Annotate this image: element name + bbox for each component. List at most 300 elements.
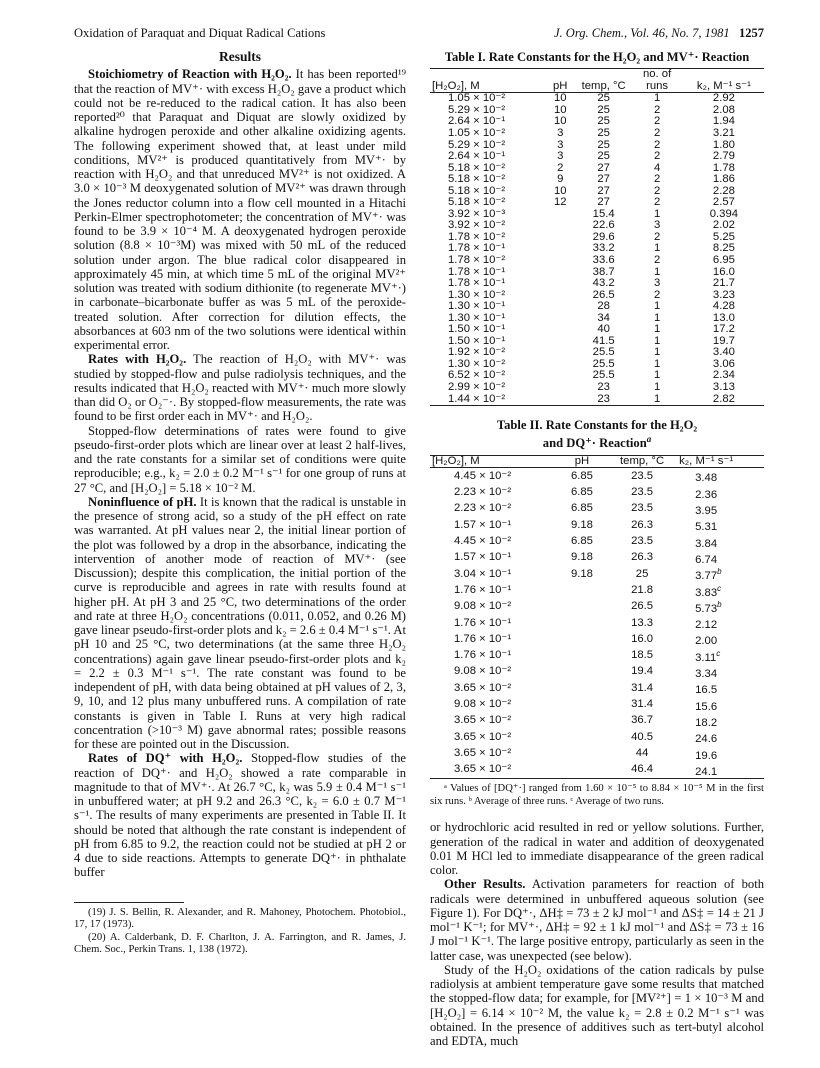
table-cell [544,243,577,255]
cell-value: 16.0 [631,632,654,645]
left-paragraph [74,751,406,879]
cell-value: 9.18 [570,567,593,580]
table-cell: 26.5 [592,288,615,301]
cell-value: 1.76 × 10⁻¹ [454,649,512,662]
cell-value: 24.6 [695,733,718,746]
table-cell [557,468,607,485]
table-cell: 10 [553,115,567,128]
table-cell [430,746,557,762]
paragraph-text: It has been reported¹⁹ that the reaction of MV⁺· with excess H₂O₂ gave a product which could not be re-reduced to the radical cation. It has also been reported²⁰ that Paraquat and Diquat are slowly oxidized by alkaline hydrogen peroxide and other alkaline oxidizing agents. The following experiment showed that, at least under mild conditions, MV²⁺ is produced quantitatively from MV⁺· by reaction with H₂O₂ and that unreduced MV²⁺ is not oxidized. A 3.0 × 10⁻³ M deoxygenated solution of MV²⁺ was drawn through the Jones reductor column into a flow cell mounted in a Hitachi Perkin-Elmer spectrophotometer; the concentration of MV⁺· was found to be 3.9 × 10⁻⁴ M. A deoxygenated hydrogen peroxide solution (8.8 × 10⁻³M) was mixed with 50 mL of the reduced solution under argon. The blue radical color disappeared in approximately 45 min, at which time 5 mL of the original MV²⁺ solution was treated with sodium dithionite (to regenerate MV⁺·) in carbonate–bicarbonate buffer as was 5 mL of the peroxide-treated solution. After correction for dilution effects, the absorbances at 603 nm of the two solutions were identical within experimental error. [74,67,406,352]
cell-value: 3.65 × 10⁻² [454,681,512,694]
cell-value: 1.57 × 10⁻¹ [454,518,512,531]
paragraph-text: Activation parameters for reaction of both radicals were determined in unbuffered aqueous solution (see Figure 1). For DQ⁺·, ΔH‡ = 73 ± 2 kJ mol⁻¹ and ΔS‡ = 14 ± 21 J mol⁻¹ K⁻¹; for MV⁺·, ΔH‡ = 92 ± 1 kJ mol⁻¹ and ΔS‡ = 73 ± 16 J mol⁻¹ K⁻¹. The large positive entropy, particularly as seen in the latter case, was unexpected (see below). [430,877,764,963]
table-cell [430,631,557,647]
table-cell: 8.25 [712,242,735,255]
cell-value: 3.65 × 10⁻² [454,730,512,743]
table-cell [607,664,677,680]
table-cell: 2 [653,184,661,197]
table-row [430,485,764,501]
table2 [430,455,764,779]
table-cell: 22.6 [592,219,615,232]
table2-col-h2o2: [H₂O₂], M [432,454,480,467]
table-cell [557,631,607,647]
table-cell: 29.6 [592,230,615,243]
cell-value: 9.08 × 10⁻² [454,665,512,678]
table-cell [607,468,677,485]
cell-value: 1.76 × 10⁻¹ [454,616,512,629]
cell-value: 4.45 × 10⁻² [454,469,512,482]
table-cell [677,762,764,779]
table-row [430,713,764,729]
table-cell [607,599,677,615]
table-cell: 1.78 × 10⁻¹ [448,265,506,278]
table-cell: 1.80 [712,138,735,151]
table-cell [677,501,764,517]
table1 [430,68,764,406]
table-cell: 1.78 [712,161,735,174]
cell-value: 9.18 [570,518,593,531]
paragraph-text: Stopped-flow determinations of rates were found to give pseudo-first-order plots which are linear over at least 2 half-lives, and the rate constants for a similar set of conditions were quite reproducible; e.g., k₂ = 2.0 ± 0.2 M⁻¹ s⁻¹ for one group of runs at 27 °C, and [H₂O₂] = 5.18 × 10⁻² M. [74,423,406,495]
table-cell: 27 [597,173,610,186]
table1-col-h2o2: [H₂O₂], M [432,79,480,92]
cell-value: 1.76 × 10⁻¹ [454,583,512,596]
table-cell: 1 [653,323,661,336]
table-cell: 1.50 × 10⁻¹ [448,334,506,347]
table-cell: 1.50 × 10⁻¹ [448,323,506,336]
table-cell [677,746,764,762]
table-row [430,468,764,485]
table-row [430,631,764,647]
table1-col-k2: k₂, M⁻¹ s⁻¹ [696,79,751,92]
table-cell: 1.86 [712,173,735,186]
table-cell [430,566,557,582]
table-cell [544,232,577,244]
cell-value: 31.4 [631,698,654,711]
cell-value: 3.65 × 10⁻² [454,763,512,776]
table-cell: 33.6 [592,254,615,266]
cell-value: 19.6 [695,749,718,762]
footnote-marker: b [717,567,722,577]
cell-value: 23.5 [631,469,654,482]
cell-value: 6.85 [570,534,593,547]
running-header-right [554,26,764,41]
cell-value: 4.45 × 10⁻² [454,534,512,547]
table-cell: 1 [653,92,661,105]
table2-header-row [430,455,764,468]
table-cell: 25 [597,126,610,139]
table-cell: 2.79 [712,150,735,163]
paragraph-text: or hydrochloric acid resulted in red or yellow solutions. Further, generation of the radical in water and addition of deoxygenated 0.01 M HCl led to immediate disappearance of the green radical color. [430,820,764,878]
table-cell: 23 [597,392,610,405]
table-cell [607,485,677,501]
cell-value: 26.5 [631,600,654,613]
table-cell: 1.78 × 10⁻² [448,230,506,243]
table-cell [544,370,577,382]
table-cell: 25.5 [592,357,615,370]
table1-body [430,93,764,406]
table-cell: 1 [653,300,661,313]
table-cell [677,599,764,615]
table-cell [430,485,557,501]
table-cell [544,267,577,279]
paragraph-text: Study of the H₂O₂ oxidations of the cation radicals by pulse radiolysis at ambient temperature gave some results that matched the stopped-flow data; for example, for [MV²⁺] = 1 × 10⁻³ M and [H₂O₂] = 6.14 × 10⁻² M, the value k₂ = 2.8 ± 0.2 M⁻¹ s⁻¹ was obtained. In the presence of additives such as tert-butyl alcohol and EDTA, much [430,962,764,1049]
left-paragraph [74,424,406,495]
table-cell [677,680,764,696]
table-cell [544,382,577,394]
section-runin-heading: Noninfluence of pH. [88,494,197,509]
table-cell: 10 [553,92,567,105]
table-cell: 27 [597,196,610,209]
table-cell: 38.7 [592,265,615,278]
journal-citation: J. Org. Chem., Vol. 46, No. 7, 1981 [554,26,730,40]
table-cell [607,713,677,729]
right-paragraph [430,963,764,1049]
table-cell: 5.18 × 10⁻² [448,184,506,197]
table-cell [430,762,557,779]
table-cell [677,697,764,713]
table-cell: 1 [653,334,661,347]
table-row [430,599,764,615]
table-cell: 2 [557,161,564,174]
table-cell: 2.08 [712,103,735,116]
table-cell [557,583,607,599]
cell-value: 25 [635,567,649,580]
footnote-marker: c [716,648,721,658]
table-cell [430,550,557,566]
table-cell [557,680,607,696]
table-row [430,550,764,566]
cell-value: 3.11 [695,651,717,664]
cell-value: 2.23 × 10⁻² [454,486,512,499]
table-cell [677,648,764,664]
table-cell: 19.7 [712,334,735,347]
table-cell [557,762,607,779]
cell-value: 15.6 [695,700,718,713]
table-cell: 2.02 [712,219,735,232]
table-cell: 23 [597,381,610,394]
table-cell: 3 [557,126,564,139]
table-cell [557,713,607,729]
table-cell [557,615,607,631]
table-cell: 3.06 [712,357,735,370]
table-cell: 4.28 [712,300,735,313]
table-cell [677,468,764,485]
cell-value: 9.08 × 10⁻² [454,698,512,711]
table-cell: 1.30 × 10⁻² [448,357,506,370]
cell-value: 18.2 [695,716,718,729]
table-cell [430,599,557,615]
table-cell [677,615,764,631]
table-row [430,729,764,745]
table-row [430,680,764,696]
table-cell: 25 [597,92,610,105]
table-row [430,301,764,313]
table-cell: 43.2 [592,277,615,290]
table-cell: 1 [653,311,661,324]
page-number: 1257 [738,26,764,40]
table-cell [607,648,677,664]
table-cell: 16.0 [712,265,735,278]
cell-value: 23.5 [631,486,654,499]
table-cell [544,301,577,313]
cell-value: 21.8 [631,583,654,596]
cell-value: 46.4 [631,763,654,776]
table-cell [430,468,557,485]
table-cell: 3.21 [712,126,735,139]
table-cell [430,615,557,631]
table-cell [557,566,607,582]
cell-value: 1.76 × 10⁻¹ [454,632,512,645]
table-cell: 41.5 [592,334,615,347]
right-paragraphs [430,820,764,1048]
table-cell: 27 [597,161,610,174]
table-cell: 2 [653,115,661,128]
table-cell [607,680,677,696]
table-cell [607,517,677,533]
cell-value: 2.12 [695,618,718,631]
cell-value: 36.7 [631,714,654,727]
cell-value: 3.34 [695,667,718,680]
table-cell: 5.25 [712,230,735,243]
table-cell: 1.78 × 10⁻² [448,254,506,266]
left-paragraph [74,495,406,752]
table-cell: 1 [653,207,661,220]
cell-value: 23.5 [631,534,654,547]
table-row [430,501,764,517]
table-cell [430,517,557,533]
table-cell: 3 [557,150,564,163]
table-cell [677,713,764,729]
table-cell [544,255,577,267]
table2-title-sup: a [646,434,652,445]
table-cell: 13.0 [712,311,735,324]
table-cell [557,534,607,550]
table-cell [557,501,607,517]
table-cell: 5.29 × 10⁻² [448,138,506,151]
table-cell [607,534,677,550]
cell-value: 3.48 [695,472,718,485]
table-cell [677,566,764,582]
table-cell: 2 [653,288,661,301]
table-row [430,615,764,631]
table1-col-ph: pH [553,79,568,92]
reference-item: (20) A. Calderbank, D. F. Charlton, J. A. Farrington, and R. James, J. Chem. Soc., Perkin Trans. 1, 138 (1972). [74,931,406,955]
table-row [430,583,764,599]
table-cell [607,583,677,599]
table-cell: 21.7 [712,277,735,290]
table1-col-temp: temp, °C [581,79,626,92]
table-cell [677,631,764,647]
table-cell [544,347,577,359]
table2-title [430,418,764,451]
table-cell [557,648,607,664]
table-cell: 5.18 × 10⁻² [448,161,506,174]
table-row [430,534,764,550]
table-cell [607,631,677,647]
table-cell [677,517,764,533]
table-cell: 1 [653,265,661,278]
cell-value: 1.57 × 10⁻¹ [454,551,512,564]
right-column [430,50,764,1048]
table-cell: 5.18 × 10⁻² [448,196,506,209]
table-cell: 2 [653,150,661,163]
left-paragraph [74,67,406,352]
table-cell [557,664,607,680]
table-cell [557,697,607,713]
table-cell: 2.28 [712,184,735,197]
table-cell [430,664,557,680]
references [74,907,406,957]
cell-value: 3.04 × 10⁻¹ [454,567,512,580]
cell-value: 26.3 [631,518,654,531]
table-cell: 1 [653,357,661,370]
table-cell: 2 [653,196,661,209]
table-cell: 1 [653,346,661,359]
cell-value: 5.73 [695,602,718,615]
table-cell [430,680,557,696]
table-cell: 25.5 [592,369,615,382]
table1-title: Table I. Rate Constants for the H₂O₂ and MV⁺· Reaction [444,50,750,64]
running-header-left: Oxidation of Paraquat and Diquat Radical Cations [74,26,326,40]
table-cell [544,324,577,336]
cell-value: 3.95 [695,504,718,517]
table-cell [430,501,557,517]
table-cell: 2.82 [712,392,735,405]
cell-value: 9.08 × 10⁻² [454,600,512,613]
section-runin-heading: Rates of DQ⁺ with H₂O₂. [88,751,243,766]
table-cell [430,583,557,599]
table-cell: 1.78 × 10⁻¹ [448,242,506,255]
table-row [430,762,764,779]
cell-value: 6.85 [570,469,593,482]
section-runin-heading: Other Results. [444,877,526,892]
table-row [430,746,764,762]
cell-value: 31.4 [631,681,654,694]
table-cell [430,697,557,713]
table2-col-k2: k₂, M⁻¹ s⁻¹ [679,454,734,467]
cell-value: 3.77 [695,569,718,582]
table-cell: 10 [553,184,567,197]
cell-value: 2.00 [695,635,718,648]
table-cell [677,729,764,745]
table-cell [544,278,577,290]
footnote-rule [74,902,184,903]
table-cell [677,583,764,599]
cell-value: 3.65 × 10⁻² [454,714,512,727]
cell-value: 13.3 [631,616,654,629]
table-cell: 3.40 [712,346,735,359]
table-cell [430,713,557,729]
footnote-marker: b [717,599,722,609]
table-cell: 2.99 × 10⁻² [448,381,506,394]
table-row [430,128,764,140]
results-heading: Results [218,49,261,64]
cell-value: 6.85 [570,502,593,515]
table2-title-text: Table II. Rate Constants for the H₂O₂ and DQ⁺· Reaction [496,418,698,451]
cell-value: 3.83 [695,586,718,599]
table-cell: 40 [597,323,610,336]
section-runin-heading: Rates with H₂O₂. [88,352,187,367]
table-row [430,255,764,267]
table-cell [607,746,677,762]
table2-col-temp: temp, °C [620,454,665,467]
table1-col-runs: no. of runs [642,68,672,92]
table-row [430,394,764,406]
cell-value: 44 [635,747,649,760]
table-row [430,174,764,186]
table-cell [677,485,764,501]
cell-value: 18.5 [631,649,654,662]
table-cell [557,550,607,566]
cell-value: 16.5 [695,684,718,697]
table-cell [544,336,577,348]
paragraph-text: Stopped-flow studies of the reaction of DQ⁺· and H₂O₂ showed a rate comparable in magnitude to that of MV⁺·. At 26.7 °C, k₂ was 5.9 ± 0.4 M⁻¹ s⁻¹ in unbuffered water; at pH 9.2 and 26.3 °C, k₂ = 6.0 ± 0.7 M⁻¹ s⁻¹. The results of many experiments are presented in Table II. It should be noted that although the rate constant is independent of pH from 6.85 to 9.2, the reaction could not be studied at pH 2 or 4 due to side reactions. Attempts to generate DQ⁺· in phthalate buffer [74,751,406,880]
left-column [74,50,406,957]
table-cell [607,729,677,745]
table-cell [677,664,764,680]
table-cell: 2 [653,138,661,151]
table-cell [544,209,577,221]
table2-body [430,468,764,779]
table-cell [557,599,607,615]
right-paragraph [430,820,764,877]
table-cell: 2 [653,103,661,116]
cell-value: 19.4 [631,665,654,678]
table-cell: 1 [653,392,661,405]
table-cell: 25.5 [592,346,615,359]
table-cell: 25 [597,103,610,116]
table-cell: 1.44 × 10⁻² [448,392,506,405]
table-cell: 27 [597,184,610,197]
right-paragraph [430,877,764,963]
table-cell: 2 [653,230,661,243]
table-cell: 2 [653,254,661,266]
table-cell [607,762,677,779]
reference-item: (19) J. S. Bellin, R. Alexander, and R. Mahoney, Photochem. Photobiol., 17, 17 (1973). [74,906,406,930]
cell-value: 2.23 × 10⁻² [454,502,512,515]
table-cell [607,566,677,582]
table-cell: 1.30 × 10⁻² [448,288,506,301]
left-paragraphs [74,67,406,879]
table-cell [607,697,677,713]
table-cell: 5.18 × 10⁻² [448,173,506,186]
cell-value: 6.74 [695,553,718,566]
table-cell: 34 [597,311,610,324]
cell-value: 3.65 × 10⁻² [454,747,512,760]
table-cell [544,313,577,325]
table-row [430,697,764,713]
table-cell: 25 [597,115,610,128]
table-cell [557,746,607,762]
table-cell [607,615,677,631]
cell-value: 5.31 [695,521,718,534]
section-runin-heading: Stoichiometry of Reaction with H₂O₂. [88,67,292,82]
left-paragraph [74,352,406,423]
table-cell: 1.05 × 10⁻² [448,92,506,105]
table-cell [430,729,557,745]
cell-value: 23.5 [631,502,654,515]
table-cell: 2 [653,173,661,186]
table-row [430,664,764,680]
table-row [430,566,764,582]
table-row [430,517,764,533]
table-cell: 3.92 × 10⁻² [448,219,506,232]
table-row [430,382,764,394]
table-cell: 4 [653,161,661,174]
cell-value: 9.18 [570,551,593,564]
table-cell: 15.4 [592,207,615,220]
table-cell: 1.05 × 10⁻² [448,126,506,139]
